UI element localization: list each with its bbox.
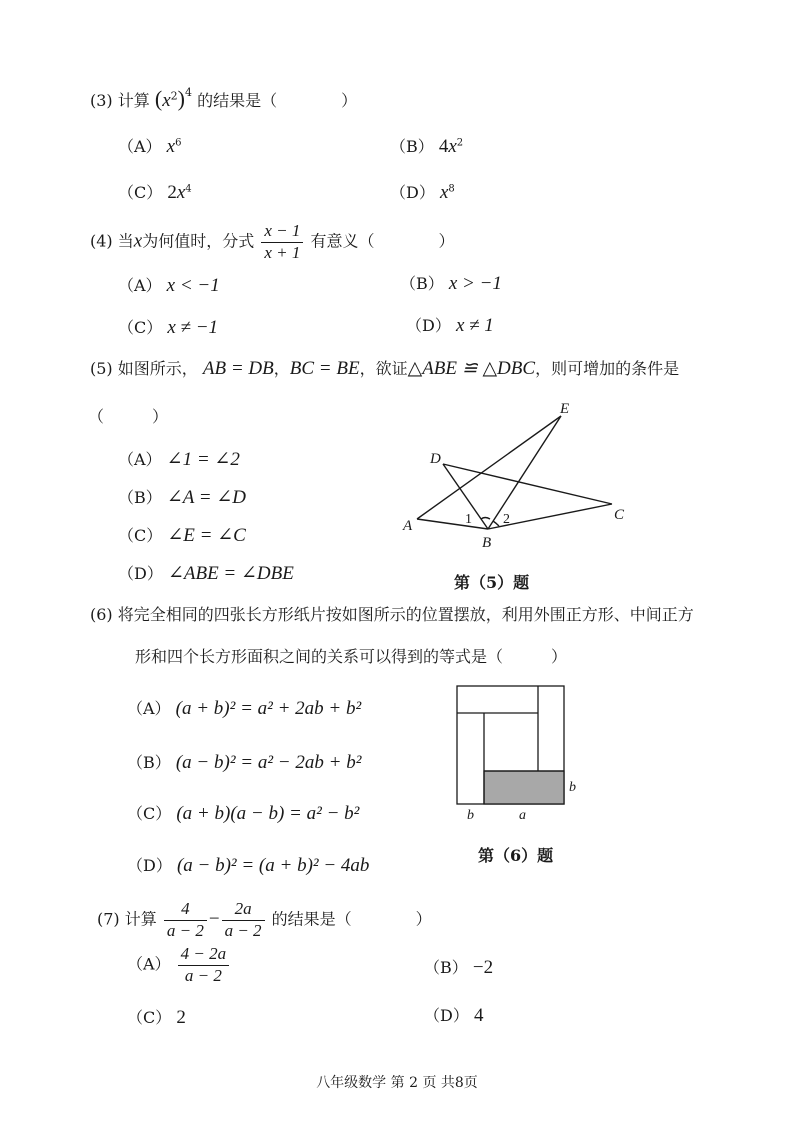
segment-dc [443, 464, 612, 504]
angle-arc-2 [493, 521, 499, 526]
option-7b[interactable]: （B） −2 [424, 957, 494, 978]
fraction: $\frac{x - 1}{x + 1}$ [261, 222, 303, 262]
fraction-2: $\frac{2a}{a - 2}$ [222, 900, 265, 940]
point-c-label: C [614, 507, 625, 523]
option-7d[interactable]: （D） 4 [424, 1005, 484, 1026]
option-3a[interactable]: （A） $x^6$ [118, 136, 182, 157]
angle-2-label: 2 [503, 512, 510, 527]
shaded-rectangle [484, 771, 564, 804]
angle-arc-1 [481, 518, 490, 520]
question-4-stem: (4) 当x为何值时，分式 $\frac{x - 1}{x + 1}$ 有意义（ ） [90, 221, 455, 262]
option-4c[interactable]: （C） x ≠ −1 [118, 317, 219, 338]
option-6b[interactable]: （B） (a − b)² = a² − 2ab + b² [127, 752, 362, 773]
option-4a[interactable]: （A） x < −1 [118, 275, 220, 296]
label-a-bottom: a [519, 808, 526, 823]
question-number: (7) [97, 909, 120, 929]
option-6a[interactable]: （A） (a + b)² = a² + 2ab + b² [127, 698, 362, 719]
question-number: (3) [90, 91, 113, 110]
question-3-stem: (3) 计算 $(x^2)^4$ 的结果是（ ） [90, 85, 358, 111]
label-b-right: b [569, 780, 576, 795]
figure-6-caption: 第（6）题 [478, 846, 554, 865]
figure-5-caption: 第（5）题 [454, 573, 530, 592]
option-5a[interactable]: （A） ∠1 = ∠2 [118, 449, 240, 470]
option-5d[interactable]: （D） ∠ABE = ∠DBE [118, 563, 294, 584]
question-number: (6) [90, 605, 113, 624]
question-6-stem-line-2: 形和四个长方形面积之间的关系可以得到的等式是（ ） [135, 647, 568, 666]
square-figure-6 [450, 680, 590, 825]
option-7a[interactable]: （A） $\frac{4 - 2a}{a - 2}$ [127, 945, 231, 985]
question-number: (5) [90, 359, 113, 378]
point-a-label: A [403, 518, 413, 534]
label-b-bottom: b [467, 808, 474, 823]
question-7-stem: (7) 计算 $\frac{4}{a - 2}$ − $\frac{2a}{a - 2}$ 的结果是（ ） [97, 899, 432, 940]
segment-be [488, 416, 561, 529]
option-3d[interactable]: （D） $x^8$ [390, 182, 455, 203]
option-4d[interactable]: （D） x ≠ 1 [406, 315, 494, 336]
option-4b[interactable]: （B） x > −1 [400, 273, 502, 294]
option-6c[interactable]: （C） (a + b)(a − b) = a² − b² [127, 803, 360, 824]
point-b-label: B [482, 535, 492, 551]
option-3b[interactable]: （B） $4x^2$ [390, 136, 464, 157]
point-e-label: E [560, 401, 570, 417]
segment-ae [417, 416, 561, 519]
option-7c[interactable]: （C） 2 [127, 1007, 186, 1028]
point-d-label: D [430, 451, 441, 467]
question-5-stem: (5) 如图所示， AB = DB，BC = BE，欲证△ABE ≌ △DBC，则可增加的条件是 [90, 358, 680, 379]
fraction-1: $\frac{4}{a - 2}$ [164, 900, 207, 940]
option-5b[interactable]: （B） ∠A = ∠D [118, 487, 247, 508]
option-5c[interactable]: （C） ∠E = ∠C [118, 525, 246, 546]
angle-1-label: 1 [465, 512, 472, 527]
answer-paren[interactable]: （ ） [88, 407, 169, 426]
option-3c[interactable]: （C） $2x^4$ [118, 182, 192, 203]
page-footer: 八年级数学 第 2 页 共8页 [316, 1075, 478, 1091]
geometry-figure-5 [395, 395, 640, 555]
segment-ab [417, 519, 488, 529]
question-number: (4) [90, 231, 113, 251]
fraction: $\frac{4 - 2a}{a - 2}$ [178, 945, 229, 985]
option-6d[interactable]: （D） (a − b)² = (a + b)² − 4ab [127, 855, 370, 876]
question-6-stem-line-1: (6) 将完全相同的四张长方形纸片按如图所示的位置摆放，利用外围正方形、中间正方 [90, 605, 694, 624]
